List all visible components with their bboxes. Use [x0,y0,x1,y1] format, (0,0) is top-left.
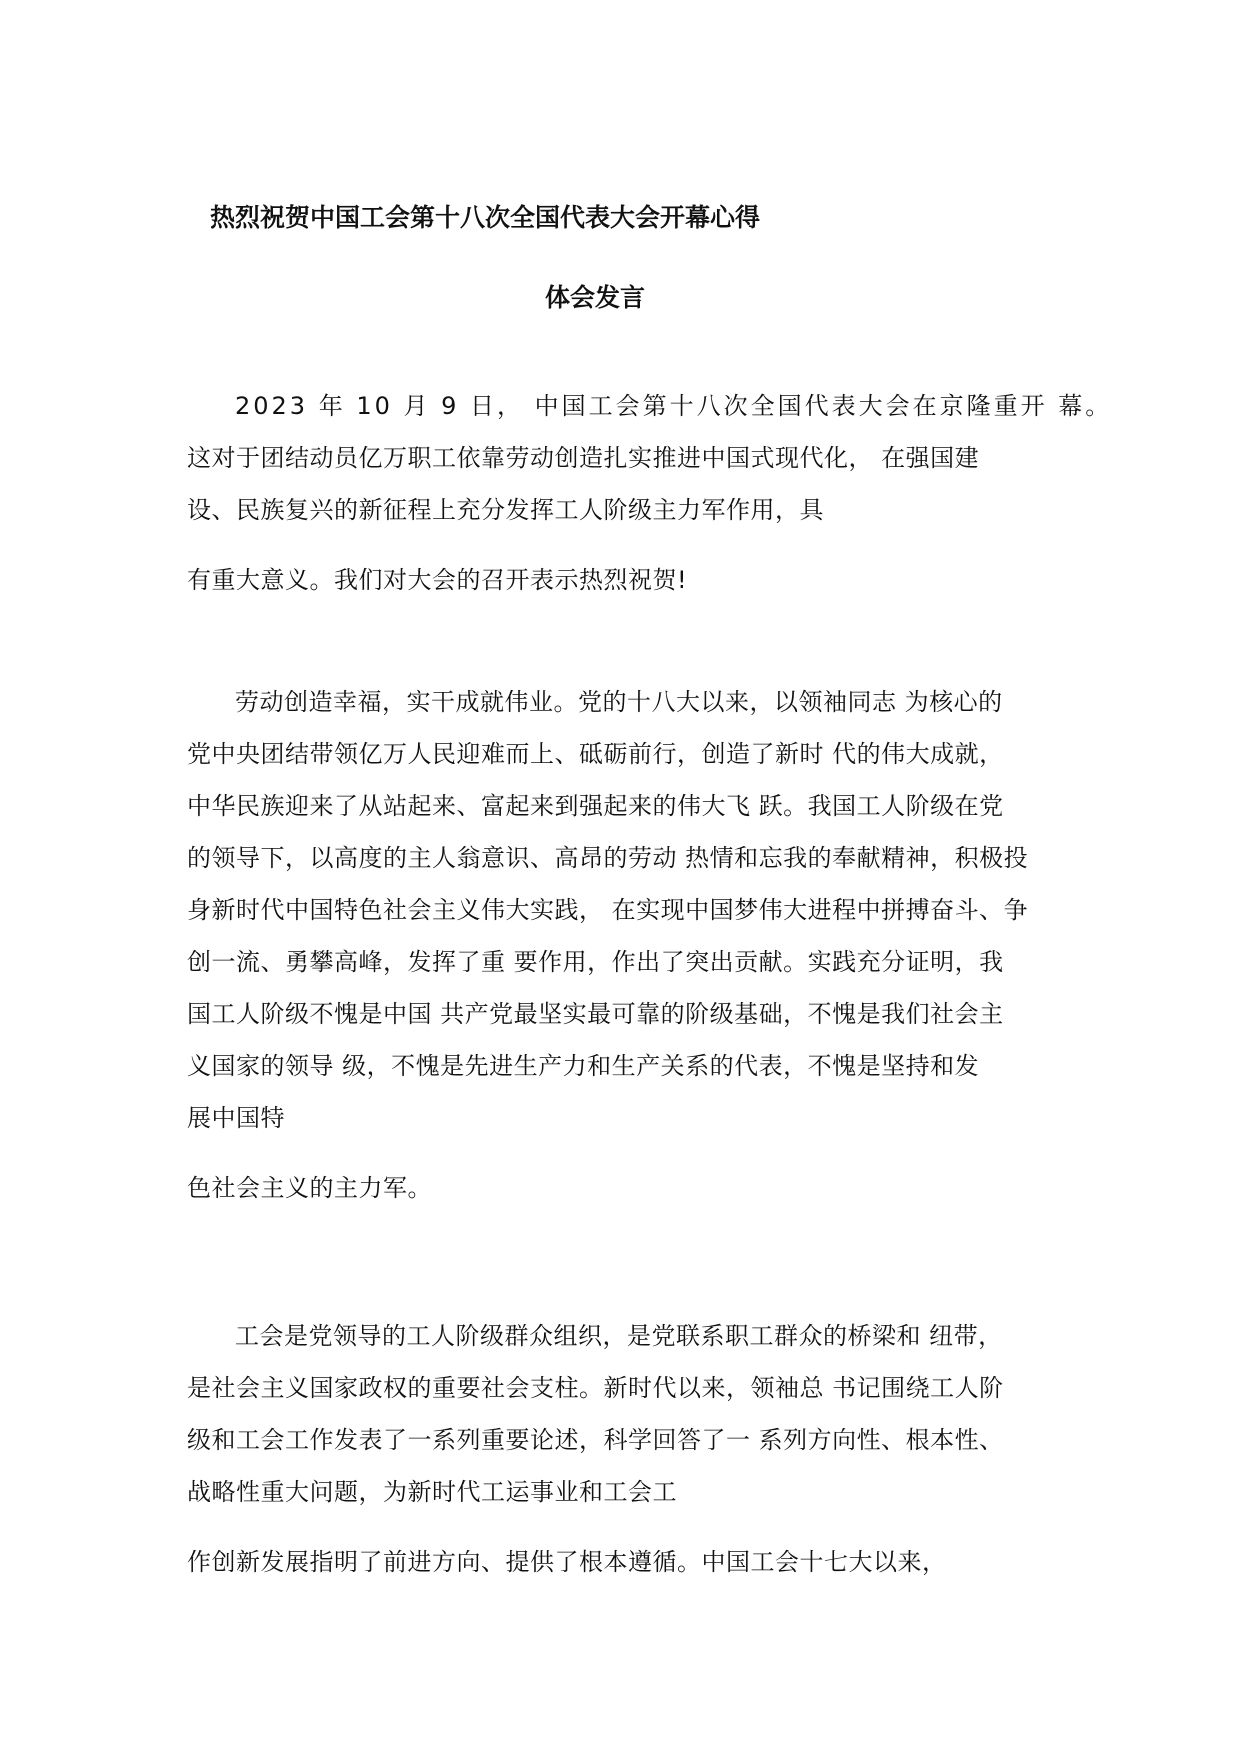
paragraph-1-line-3: 设、民族复兴的新征程上充分发挥工人阶级主力军作用，具 [187,496,824,524]
paragraph-6-line-1: 作创新发展指明了前进方向、提供了根本遵循。中国工会十七大以来， [187,1548,947,1576]
paragraph-3-line-4: 的领导下，以高度的主人翁意识、高昂的劳动 热情和忘我的奉献精神，积极投 [187,844,1029,872]
paragraph-3-line-5: 身新时代中国特色社会主义伟大实践， 在实现中国梦伟大进程中拼搏奋斗、争 [187,896,1029,924]
paragraph-5-line-2: 是社会主义国家政权的重要社会支柱。新时代以来，领袖总 书记围绕工人阶 [187,1374,1004,1402]
paragraph-2-line-1: 有重大意义。我们对大会的召开表示热烈祝贺! [187,566,688,594]
paragraph-3-line-7: 国工人阶级不愧是中国 共产党最坚实最可靠的阶级基础，不愧是我们社会主 [187,1000,1004,1028]
paragraph-5-line-3: 级和工会工作发表了一系列重要论述，科学回答了一 系列方向性、根本性、 [187,1426,1004,1454]
paragraph-1-line-2: 这对于团结动员亿万职工依靠劳动创造扎实推进中国式现代化， 在强国建 [187,444,980,472]
paragraph-4-line-1: 色社会主义的主力军。 [187,1174,432,1202]
paragraph-3-line-2: 党中央团结带领亿万人民迎难而上、砥砺前行，创造了新时 代的伟大成就， [187,740,1004,768]
paragraph-1-line-1: 2023 年 10 月 9 日， 中国工会第十八次全国代表大会在京隆重开 幕。 [235,392,1113,420]
paragraph-5-line-1: 工会是党领导的工人阶级群众组织，是党联系职工群众的桥梁和 纽带， [235,1322,1003,1350]
paragraph-5-line-4: 战略性重大问题，为新时代工运事业和工会工 [187,1478,677,1506]
paragraph-3-line-8: 义国家的领导 级，不愧是先进生产力和生产关系的代表，不愧是坚持和发 [187,1052,980,1080]
document-title-line-1: 热烈祝贺中国工会第十八次全国代表大会开幕心得 [210,203,761,232]
paragraph-3-line-6: 创一流、勇攀高峰，发挥了重 要作用，作出了突出贡献。实践充分证明，我 [187,948,1004,976]
document-title-line-2: 体会发言 [545,283,646,312]
paragraph-3-line-9: 展中国特 [187,1104,285,1132]
paragraph-3-line-1: 劳动创造幸福，实干成就伟业。党的十八大以来，以领袖同志 为核心的 [235,688,1003,716]
paragraph-3-line-3: 中华民族迎来了从站起来、富起来到强起来的伟大飞 跃。我国工人阶级在党 [187,792,1004,820]
